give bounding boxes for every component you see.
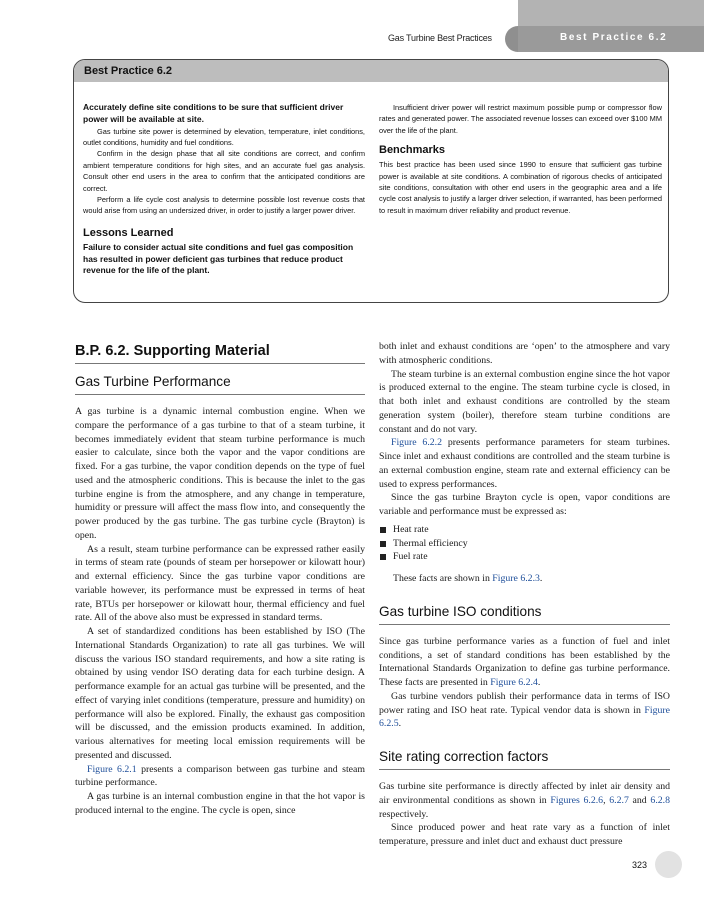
figure-link[interactable]: Figure 6.2.2 <box>391 437 443 449</box>
figure-link[interactable]: Figure 6.2.4 <box>490 677 538 688</box>
right-column <box>379 340 670 849</box>
subsection-title: Gas Turbine Performance <box>75 374 365 395</box>
body-paragraph <box>379 572 670 586</box>
body-paragraph: As a result, steam turbine performance can be expressed rather easily in terms of steam rate (pounds of steam per horsepower or kilowatt hour) and external efficiency. Since the gas turbine vapor conditions are variable however, its performance must be expressed in terms of heat rate, BTUs per horsepower or kilowatt hour, thermal efficiency and fuel rate. All of the above also must be expressed in standard terms. <box>75 543 365 624</box>
best-practice-lead: Accurately define site conditions to be sure that sufficient driver power will be available at site. <box>83 102 344 124</box>
body-paragraph: The steam turbine is an external combustion engine since the hot vapor is produced external to the engine. The steam turbine cycle is closed, in that both inlet and exhaust conditions are controlled by the steam generation system (boiler), therefore steam turbine conditions are constant and do not vary. <box>379 368 670 435</box>
body-paragraph: Since produced power and heat rate vary as a function of inlet temperature, pressure and inlet duct and exhaust duct pressure <box>379 822 670 847</box>
figure-link[interactable]: Figures 6.2.6 <box>550 794 604 806</box>
header-tab-label: Best Practice 6.2 <box>560 32 668 43</box>
best-practice-paragraph: Confirm in the design phase that all site conditions are correct, and confirm ambient temperature conditions for high sites, and an accurate fuel gas analysis. Consult other end users in the area to confirm that the anticipated conditions are correct. <box>83 149 365 193</box>
header-tab-block <box>518 0 704 26</box>
best-practice-box-title: Best Practice 6.2 <box>74 60 668 82</box>
page-number: 323 <box>632 860 648 870</box>
body-paragraph <box>379 436 670 491</box>
best-practice-left-column <box>83 102 365 277</box>
figure-link[interactable]: Figure 6.2.3 <box>492 573 540 584</box>
body-text: Gas turbine site performance is directly affected by inlet air density and air environmental conditions as shown in <box>379 781 670 806</box>
list-item: Thermal efficiency <box>379 537 670 551</box>
body-text: presents a comparison between gas turbine and steam turbine performance. <box>75 763 365 789</box>
body-text: . <box>537 677 541 688</box>
body-text: respectively. <box>379 808 429 820</box>
body-paragraph <box>379 690 670 731</box>
section-title: B.P. 6.2. Supporting Material <box>75 343 365 364</box>
figure-link[interactable]: Figure 6.2.1 <box>87 763 137 775</box>
body-paragraph <box>379 635 670 690</box>
best-practice-paragraph: Gas turbine site power is determined by elevation, temperature, inlet conditions, outlet conditions, humidity and fuel conditions. <box>83 126 365 147</box>
figure-link[interactable]: Figure 6.2.5 <box>379 704 670 730</box>
best-practice-box <box>73 59 669 303</box>
subsection-title-site-rating: Site rating correction factors <box>379 749 670 770</box>
benchmarks-heading: Benchmarks <box>379 144 446 157</box>
best-practice-paragraph: Insufficient driver power will restrict maximum possible pump or compressor flow rates and generated power. The associated revenue losses can exceed over $100 MM over the life of the plant. <box>379 103 662 135</box>
body-paragraph: Since the gas turbine Brayton cycle is open, vapor conditions are variable and performance must be expressed as: <box>379 492 670 517</box>
body-paragraph: A gas turbine is an internal combustion engine in that the hot vapor is produced internal to the engine. The cycle is open, since <box>75 791 365 816</box>
best-practice-right-column <box>379 102 662 216</box>
body-paragraph <box>379 780 670 821</box>
body-text: Gas turbine vendors publish their performance data in terms of ISO power rating and ISO heat rate. Typical vendor data is shown in <box>379 690 670 716</box>
running-title: Gas Turbine Best Practices <box>388 33 492 43</box>
footer-circle <box>655 851 682 878</box>
figure-link[interactable]: 6.2.7 <box>609 794 629 806</box>
lessons-learned-text: Failure to consider actual site conditions and fuel gas composition has resulted in power deficient gas turbines that reduce product revenue for the life of the plant. <box>83 241 354 276</box>
bullet-list <box>379 523 670 564</box>
lessons-learned-heading: Lessons Learned <box>83 226 174 239</box>
body-text: presents performance parameters for steam turbines. Since inlet and exhaust conditions are controlled and the steam turbine is an external combustion engine, steam rate and external efficiency can be used to express performances. <box>379 437 670 490</box>
body-paragraph: both inlet and exhaust conditions are ‘open’ to the atmosphere and vary with atmospheric conditions. <box>379 341 670 366</box>
best-practice-paragraph: Perform a life cycle cost analysis to determine possible lost revenue costs that would arise from using an undersized driver, in order to justify a larger power driver. <box>83 195 365 216</box>
benchmarks-text: This best practice has been used since 1990 to ensure that sufficient gas turbine power is available at site conditions. A combination of rigorous checks of anticipated site conditions, consultation with other end users in the geographic area and a life cycle cost analysis to justify a larger driver selection, if warranted, has been performed to result in maximum driver reliability and product revenue. <box>379 160 662 215</box>
list-item: Heat rate <box>379 523 670 537</box>
left-column <box>75 343 365 818</box>
body-text: and <box>628 794 651 806</box>
subsection-title-iso: Gas turbine ISO conditions <box>379 604 670 625</box>
body-text: . <box>398 718 402 730</box>
body-paragraph: A set of standardized conditions has been established by ISO (The International Standards Organization) to rate all gas turbines. We will discuss the various ISO standard requirements, and how a site rating is obtained by using vendor ISO derating data for each turbine design. A performance example for an actual gas turbine will be presented, and the effect of varying inlet conditions (temperature, pressure and humidity) on performance will also be explored. Finally, the exhaust gas composition will be discussed, and the emission products examined. In addition, various alternatives for meeting local emission requirements will be presented and discussed. <box>75 626 365 761</box>
body-text: These facts are shown in <box>393 573 493 584</box>
body-text: Since gas turbine performance varies as a function of fuel and inlet conditions, a set of standard conditions has been established by the International Standards Organization to define gas turbine performance. These facts are presented in <box>379 635 670 688</box>
running-header <box>0 0 704 48</box>
list-item: Fuel rate <box>379 550 670 564</box>
body-text: . <box>539 573 543 584</box>
body-text: , <box>603 794 610 806</box>
body-paragraph <box>75 763 365 791</box>
figure-link[interactable]: 6.2.8 <box>650 794 671 806</box>
body-paragraph: A gas turbine is a dynamic internal combustion engine. When we compare the performance of a gas turbine to that of a steam turbine, it becomes immediately evident that steam turbine performance is much easier to calculate, since both the vapor and the vapor conditions are fixed. For a gas turbine, the vapor condition depends on the type of fuel used and the atmospheric conditions. This is because the inlet to the gas turbine engine is from the atmosphere, and any change in temperature, humidity or pressure will affect the mass flow into, and consequently the power produced by the gas turbine. The gas turbine cycle (Brayton) is open. <box>75 406 365 541</box>
